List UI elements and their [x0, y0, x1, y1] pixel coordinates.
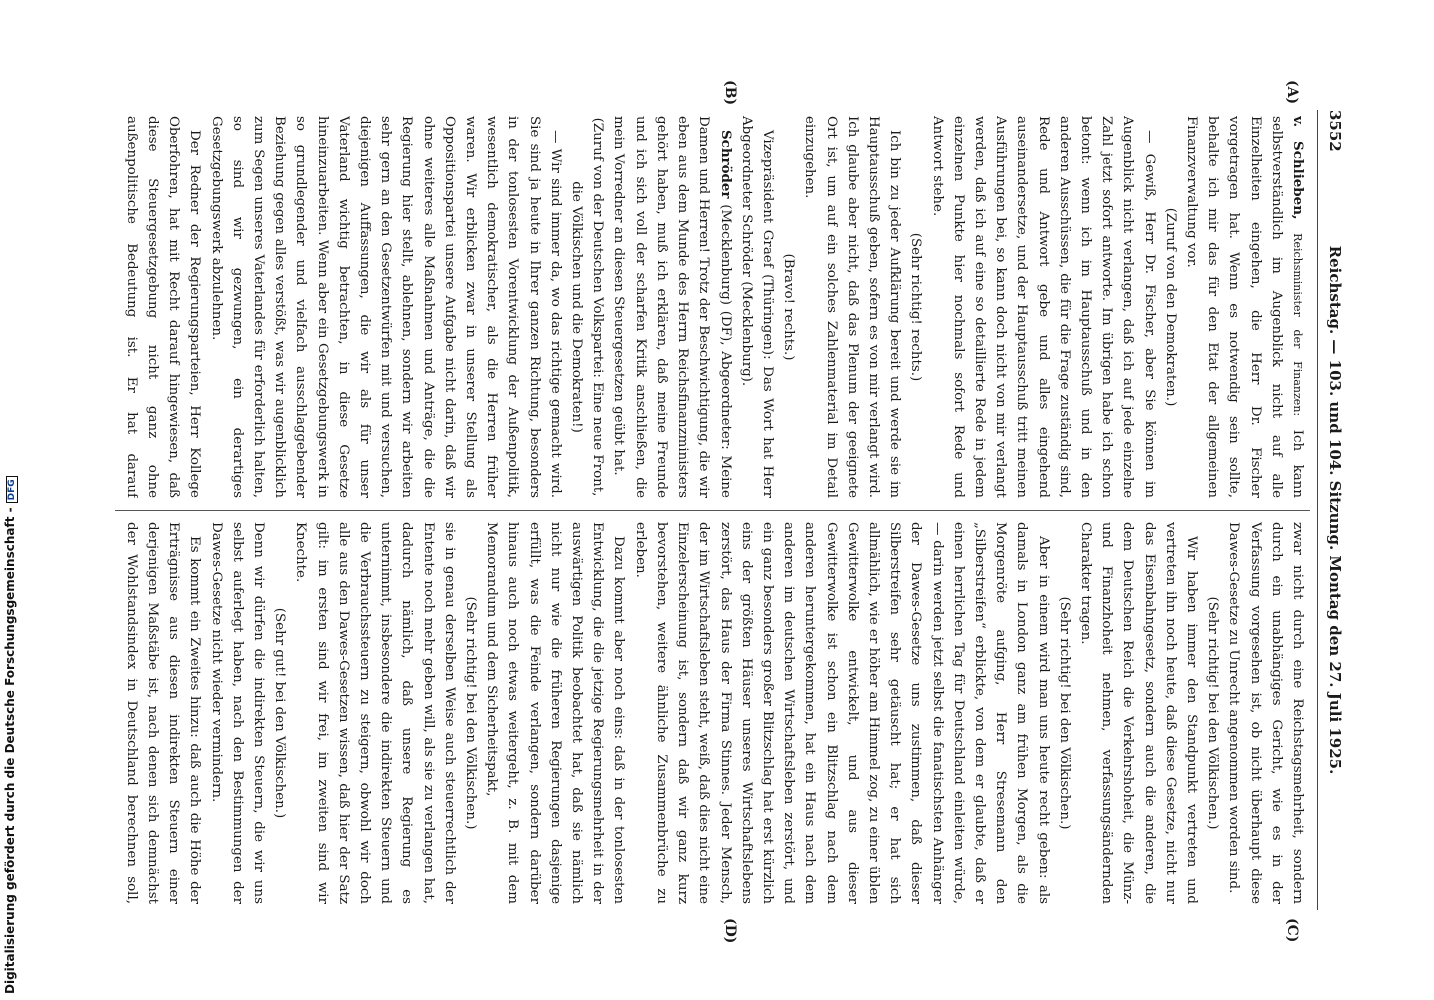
interjection: (Sehr richtig! bei den Völkischen.): [463, 596, 479, 830]
column-divider: [115, 510, 1310, 511]
page-number: 3552: [1326, 110, 1344, 152]
paragraph: Denn wir dürfen die indirekten Steuern, die wir uns selbst auferlegt haben, nach den Bestimmungen der Dawes-Gesetze nicht wieder vermindern.: [208, 522, 267, 904]
right-column: [118, 522, 1308, 904]
interjection: (Sehr richtig! rechts.): [908, 232, 924, 382]
speaker-role: Reichsminister der Finanzen:: [1291, 233, 1304, 417]
paragraph: — Wir sind immer da, wo das richtige gemacht wird. Sie sind ja heute in Ihrer ganzen Richtung, besonders in der tonlosesten Vorentwicklung der Außenpolitik, wesentlich demokratischer, als die Herren früher waren. Wir erblicken zwar in unserer Stellung als Oppositionspartei unsere Aufgabe nicht darin, daß wir ohne weiteres alle Maßnahmen und Anträge, die die Regierung hier stellt, ablehnen, sondern wir arbeiten sehr gern an den Gesetzentwürfen mit und versuchen, diejenigen Auffassungen, die wir als für unser Vaterland wichtig betrachten, in diese Gesetze hineinzuarbeiten. Wenn aber ein Gesetzgebungswerk in so grundlegender und vielfach ausschlaggebender Beziehung gegen alles verstößt, was wir augenblicklich zum Segen unseres Vaterlandes für erforderlich halten, so sind wir gezwungen, ein derartiges Gesetzgebungswerk abzulehnen.: [208, 116, 563, 498]
interjection: (Zuruf von der Deutschen Volkspartei: Eine neue Front, die Völkischen und die Demokraten!): [569, 117, 606, 497]
paragraph-text: (Mecklenburg) (DF), Abgeordneter: Meine Damen und Herren! Trotz der Beschwichtigung, die wir eben aus dem Munde des Herrn Reichsfinanzministers gehört haben, muß ich erklären, daß meine Freunde und ich sich voll der scharfen Kritik anschließen, die mein Vorredner an diesen Steuergesetzen geübt hat.: [611, 116, 733, 498]
page-title: Reichstag. — 103. und 104. Sitzung. Montag den 27. Juli 1925.: [1326, 245, 1344, 775]
funding-notice: [3, 476, 18, 994]
paragraph: Vizepräsident Graef (Thüringen): Das Wort hat Herr Abgeordneter Schröder (Mecklenburg).: [738, 116, 775, 498]
paragraph: Wir haben immer den Standpunkt vertreten und vertreten ihn noch heute, daß diese Gesetze, nicht nur das Eisenbahngesetz, sondern auch die anderen, die dem Deutschen Reich die Verkehrshoheit, die Münz- und Finanzhoheit nehmen, verfassungsändernden Charakter tragen.: [1077, 522, 1199, 904]
paragraph: Es kommt ein Zweites hinzu: daß auch die Höhe der Erträgnisse aus diesen indirekten Steuern einer derjenigen Maßstäbe ist, nach denen sich demnächst der Wohlstandsindex in Deutschland berechnen soll,: [123, 522, 203, 904]
interjection: (Bravo! rechts.): [781, 253, 797, 361]
header-rule: [1317, 110, 1318, 910]
paragraph: Ich bin zu jeder Aufklärung bereit und werde sie im Hauptausschuß geben, sofern es von mir verlangt wird. Ich glaube aber nicht, daß das Plenum der geeignete Ort ist, um auf ein solches Zahlenmaterial im Detail einzugehen.: [802, 116, 903, 498]
paragraph: sie in genau derselben Weise auch steuerrechtlich der Entente noch mehr geben will, als sie zu verlangen hat, dadurch nämlich, daß unsere Regierung es unternimmt, insbesondere die indirekten Steuern und die Verbrauchssteuern zu steigern, obwohl wir doch alle aus den Dawes-Gesetzen wissen, daß hier der Satz gilt: im ersten sind wir frei, im zweiten sind wir Knechte.: [293, 522, 457, 904]
interjection: (Sehr richtig! bei den Völkischen.): [1205, 596, 1221, 830]
interjection: (Sehr richtig! bei den Völkischen.): [1056, 596, 1072, 830]
document-page: [110, 80, 1350, 944]
speaker-name: Schröder: [717, 130, 734, 199]
dfg-logo: DFG: [6, 476, 18, 503]
speaker-name: v. Schlieben,: [1290, 116, 1306, 220]
paragraph: [1181, 116, 1308, 498]
interjection: (Zuruf von den Demokraten.): [1162, 207, 1178, 407]
left-column: [118, 116, 1308, 498]
interjection: (Sehr gut! bei den Völkischen.): [272, 607, 288, 819]
paragraph-text: Ich kann selbstverständlich im Augenblick nicht auf alle Einzelheiten eingehen, die Herr Dr. Fischer vorgetragen hat. Wenn es notwendig sein sollte, behalte ich mir das für den Etat der allgemeinen Finanzverwaltung vor.: [1183, 116, 1305, 498]
margin-mark-a: (A): [1284, 80, 1300, 105]
paragraph: [608, 116, 735, 498]
funding-sidebar: [0, 0, 20, 1000]
paragraph: Dazu kommt aber noch eins: daß in der tonlosesten Entwicklung, die die jetzige Regierungsmehrheit in der auswärtigen Politik beobachtet hat, daß sie nämlich nicht nur wie die früheren Regierungen dasjenige erfüllt, was die Feinde verlangen, sondern darüber hinaus auch noch etwas weitergeht, z. B. mit dem Memorandum und dem Sicherheitspakt,: [484, 522, 627, 904]
paragraph: — Gewiß, Herr Dr. Fischer, aber Sie können im Augenblick nicht verlangen, daß ich auf jede einzelne Zahl jetzt sofort antworte. Im übrigen habe ich schon betont: wenn ich im Hauptausschuß und in den anderen Ausschüssen, die für die Frage zuständig sind, Rede und Antwort gebe und alles eingehend auseinandersetze, und der Hauptausschuß tritt meinen Ausführungen bei, so kann doch nicht von mir verlangt werden, daß ich auf eine so detaillierte Rede in jedem einzelnen Punkte hier nochmals sofort Rede und Antwort stehe.: [929, 116, 1157, 498]
paragraph: Aber in einem wird man uns heute recht geben: als damals in London ganz am frühen Morgen, als die Morgenröte aufging, Herr Stresemann den „Silberstreifen“ erblickte, von dem er glaubte, daß er einen herrlichen Tag für Deutschland einleiten würde, — darin werden jetzt selbst die fanatischsten Anhänger der Dawes-Gesetze uns zustimmen, daß dieser Silberstreifen sehr getäuscht hat; er hat sich allmählich, wie er höher am Himmel zog, zu einer üblen Gewitterwolke entwickelt, und aus dieser Gewitterwolke ist schon ein Blitzschlag nach dem anderen heruntergekommen, hat ein Haus nach dem anderen im deutschen Wirtschaftsleben zerstört, und ein ganz besonders großer Blitzschlag hat erst kürzlich eins der größten Häuser unseres Wirtschaftslebens zerstört, das Haus der Firma Stinnes. Jeder Mensch, der im Wirtschaftsleben steht, weiß, daß dies nicht eine Einzelerscheinung ist, sondern daß wir ganz kurz bevorstehen, weitere ähnliche Zusammenbrüche zu erleben.: [632, 522, 1051, 904]
page-header: [1320, 110, 1350, 910]
funding-notice-text: Digitalisierung gefördert durch die Deutsche Forschungsgemeinschaft -: [3, 507, 17, 994]
margin-mark-c: (C): [1284, 918, 1300, 943]
paragraph: Der Redner der Regierungsparteien, Herr Kollege Oberfohren, hat mit Recht darauf hingewiesen, daß diese Steuergesetzgebung nicht ganz ohne außenpolitische Bedeutung ist. Er hat darauf: [123, 116, 203, 498]
margin-mark-d: (D): [722, 918, 738, 944]
paragraph: zwar nicht durch eine Reichstagsmehrheit, sondern durch ein unabhängiges Gericht, wie es in der Verfassung vorgesehen ist, ob nicht überhaupt diese Dawes-Gesetze zu Unrecht angenommen worden sind.: [1226, 522, 1305, 904]
margin-mark-b: (B): [722, 80, 738, 106]
